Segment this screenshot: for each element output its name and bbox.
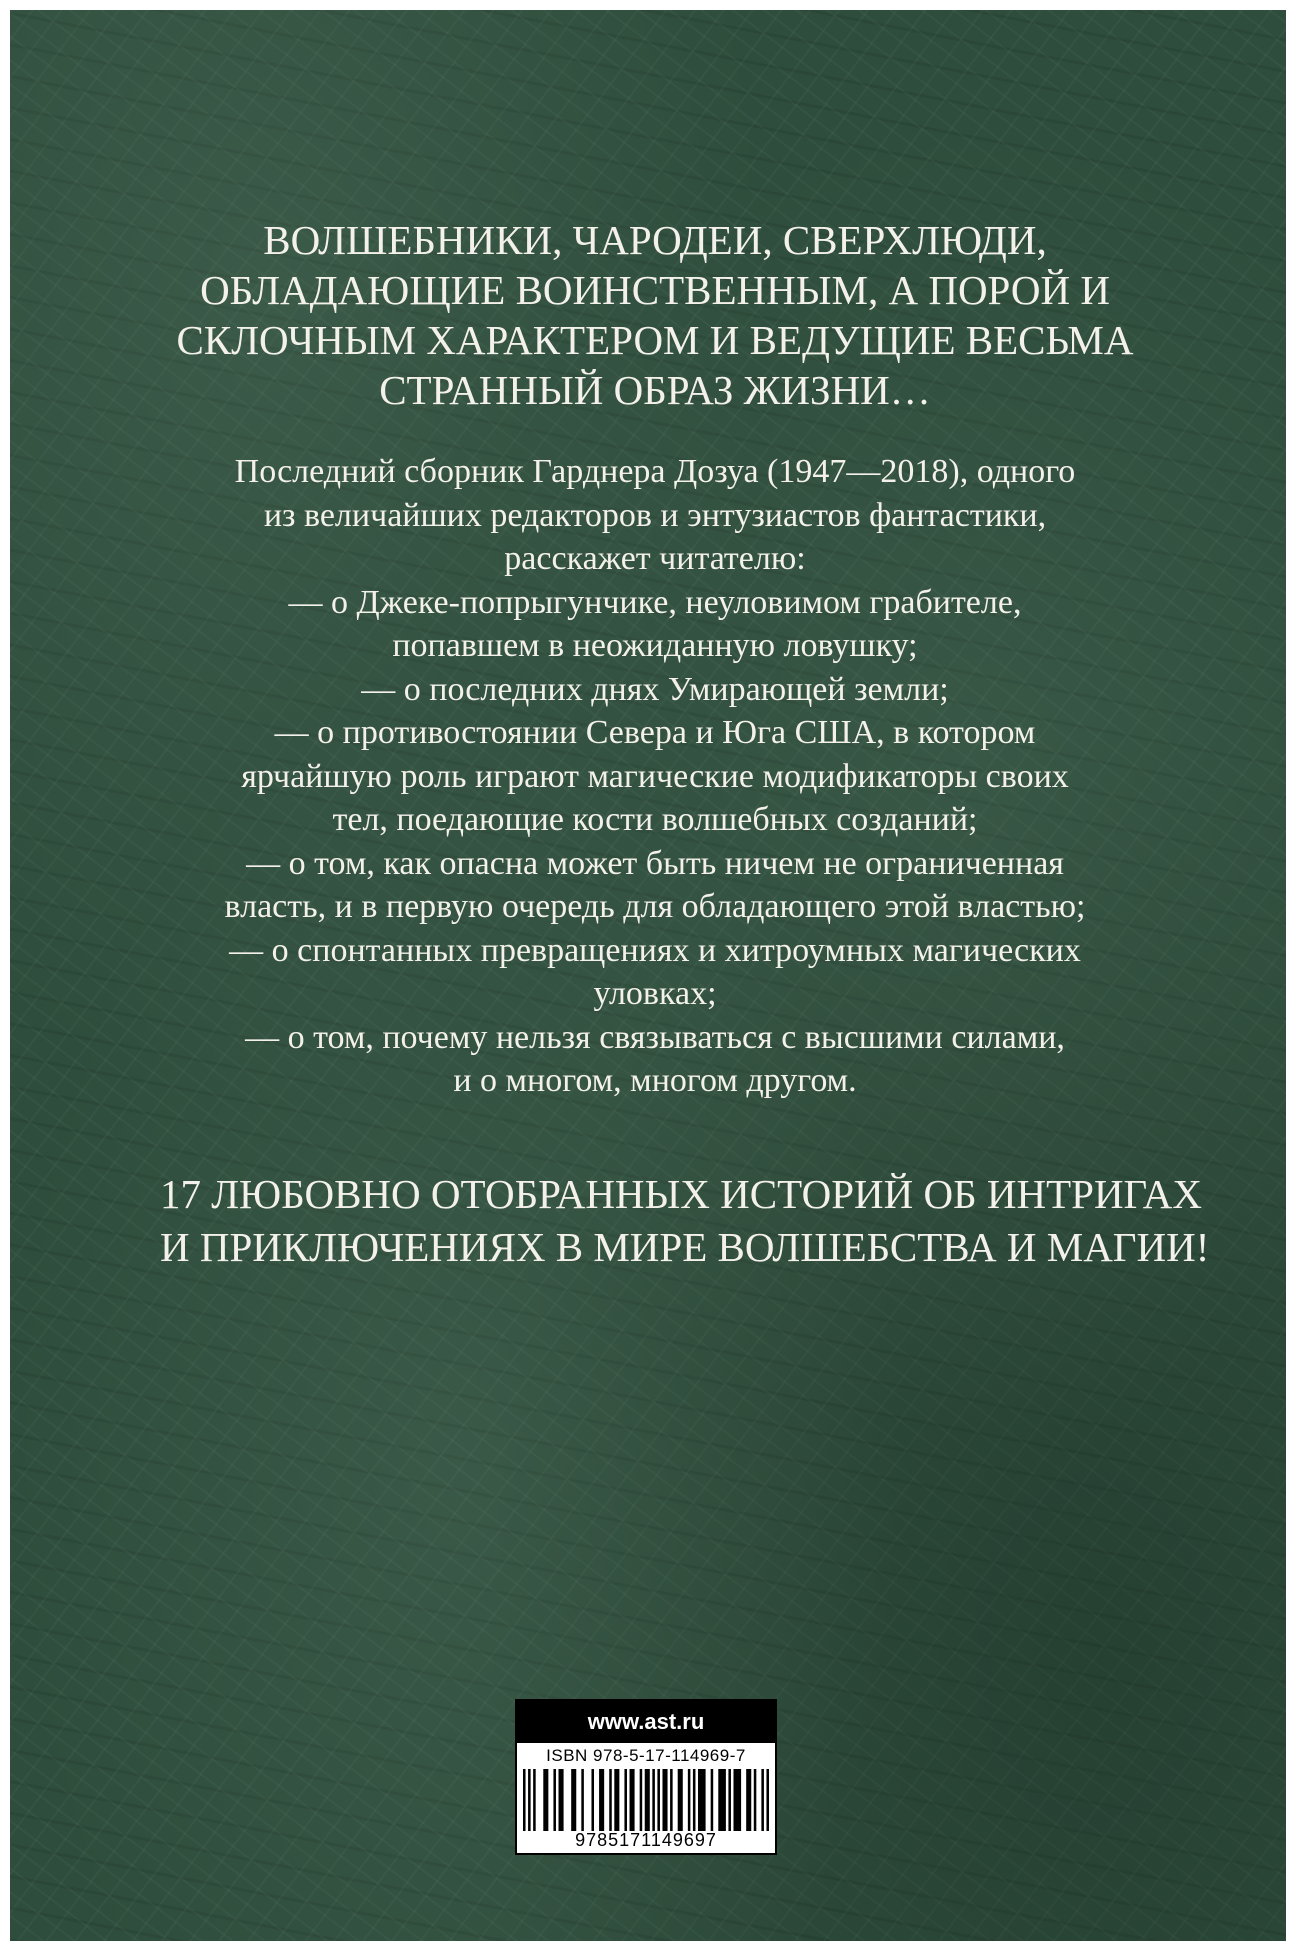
closing-tagline [160, 1168, 1210, 1274]
description-line: — о том, почему нельзя связываться с высшими силами, [245, 1018, 1065, 1056]
description-line: — о последних днях Умирающей земли; [361, 670, 949, 708]
description-line: — о том, как опасна может быть ничем не ограниченная [246, 844, 1064, 882]
barcode-bar [733, 1769, 741, 1831]
headline-line: СКЛОЧНЫМ ХАРАКТЕРОМ И ВЕДУЩИЕ ВЕСЬМА [176, 317, 1134, 363]
barcode-bar [746, 1769, 751, 1831]
barcode-bar [678, 1769, 683, 1831]
barcode-bar [698, 1769, 706, 1831]
barcode-bar [652, 1769, 655, 1831]
barcode-bar [670, 1769, 673, 1831]
description-line: расскажет читателю: [504, 540, 806, 577]
headline-line: ОБЛАДАЮЩИЕ ВОИНСТВЕННЫМ, А ПОРОЙ И [200, 267, 1110, 313]
description-line: — о Джеке-попрыгунчике, неуловимом грабителе, [288, 583, 1022, 621]
barcode-bar [553, 1769, 556, 1831]
barcode-bar [688, 1769, 691, 1831]
headline-line: ВОЛШЕБНИКИ, ЧАРОДЕИ, СВЕРХЛЮДИ, [263, 217, 1047, 263]
barcode-bar [559, 1769, 564, 1831]
barcode-bar [657, 1769, 660, 1831]
barcode-bar [591, 1769, 594, 1831]
description-line: власть, и в первую очередь для обладающего этой властью; [224, 888, 1086, 925]
barcode-bar [528, 1769, 531, 1831]
barcode-bar [599, 1769, 604, 1831]
barcode-panel [515, 1699, 777, 1855]
headline [160, 215, 1150, 415]
closing-line: 17 ЛЮБОВНО ОТОБРАННЫХ ИСТОРИЙ ОБ ИНТРИГАХ [160, 1171, 1203, 1217]
book-back-cover [10, 10, 1286, 1941]
barcode-bar [718, 1769, 726, 1831]
description-line: уловках; [593, 975, 717, 1012]
barcode-bar [581, 1769, 584, 1831]
description-line: Последний сборник Гарднера Дозуа (1947—2018), одного [234, 453, 1076, 490]
barcode-bar [543, 1769, 548, 1831]
barcode-bar [523, 1769, 526, 1831]
barcode-bar [533, 1769, 536, 1831]
barcode-bar [693, 1769, 696, 1831]
ean-digits: 9785171149697 [575, 1830, 717, 1850]
barcode-bar [624, 1769, 627, 1831]
description-line: — о противостоянии Севера и Юга США, в котором [274, 714, 1036, 751]
barcode-bar [609, 1769, 612, 1831]
description-line: и о многом, многом другом. [453, 1062, 857, 1099]
description-line: тел, поедающие кости волшебных созданий; [332, 801, 978, 838]
description-line: из величайших редакторов и энтузиастов фантастики, [263, 496, 1047, 534]
description-line: — о спонтанных превращениях и хитроумных магических [229, 931, 1081, 969]
barcode-bar [766, 1769, 769, 1831]
description [160, 450, 1150, 1103]
isbn-number: ISBN 978-5-17-114969-7 [546, 1746, 746, 1765]
barcode-bar [662, 1769, 667, 1831]
headline-line: СТРАННЫЙ ОБРАЗ ЖИЗНИ… [379, 367, 931, 413]
barcode-bars [523, 1769, 769, 1831]
publisher-url: www.ast.ru [517, 1701, 775, 1743]
barcode-bar [571, 1769, 576, 1831]
barcode-bar [645, 1769, 650, 1831]
barcode-bar [754, 1769, 757, 1831]
barcode-bar [728, 1769, 731, 1831]
barcode-bar [614, 1769, 619, 1831]
barcode-bar [761, 1769, 764, 1831]
closing-line: И ПРИКЛЮЧЕНИЯХ В МИРЕ ВОЛШЕБСТВА И МАГИИ! [160, 1224, 1210, 1270]
barcode-bar [711, 1769, 714, 1831]
description-line: попавшем в неожиданную ловушку; [392, 627, 918, 664]
barcode-bar [640, 1769, 643, 1831]
description-line: ярчайшую роль играют магические модификаторы своих [241, 757, 1069, 795]
barcode-bar [630, 1769, 635, 1831]
